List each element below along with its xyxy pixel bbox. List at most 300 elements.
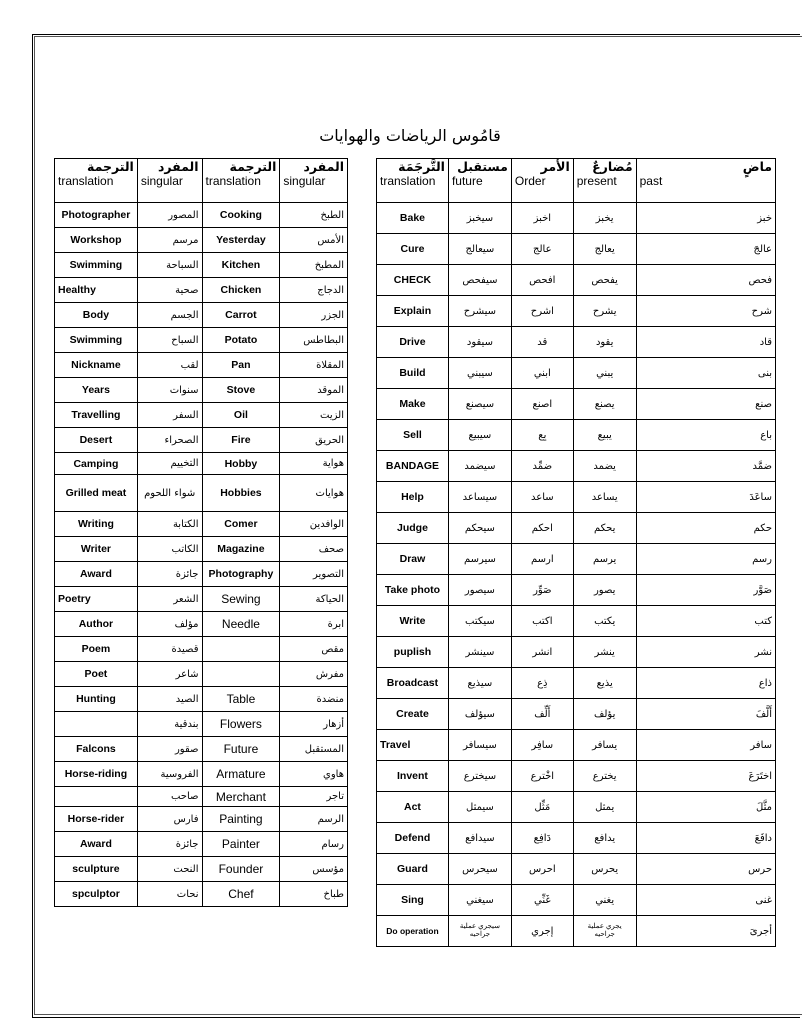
arabic-cell: يؤلف: [573, 699, 636, 730]
table-row: [55, 787, 348, 807]
english-cell: Sewing: [202, 587, 280, 612]
header-english: translation: [205, 174, 261, 188]
header-cell: [636, 159, 775, 203]
table-row: [377, 451, 776, 482]
table-row: [55, 328, 348, 353]
header-arabic: ماضٍ: [742, 159, 772, 174]
english-cell: Build: [377, 358, 449, 389]
arabic-cell: هاوي: [280, 762, 348, 787]
table-row: [377, 234, 776, 265]
table-row: [55, 737, 348, 762]
arabic-cell: يمثل: [573, 792, 636, 823]
english-cell: Armature: [202, 762, 280, 787]
arabic-cell: سيعالج: [448, 234, 511, 265]
arabic-cell: عالجَ: [636, 234, 775, 265]
table-row: [55, 303, 348, 328]
arabic-cell: صقور: [137, 737, 202, 762]
english-cell: Carrot: [202, 303, 280, 328]
arabic-cell: ساعد: [511, 482, 573, 513]
arabic-cell: سيغني: [448, 885, 511, 916]
arabic-cell: صنع: [636, 389, 775, 420]
arabic-cell: يحكم: [573, 513, 636, 544]
arabic-cell: مَثِّل: [511, 792, 573, 823]
table-row: [55, 403, 348, 428]
arabic-cell: سافِر: [511, 730, 573, 761]
arabic-cell: جائزة: [137, 832, 202, 857]
header-english: translation: [58, 174, 114, 188]
header-arabic: الترجمة: [229, 159, 277, 174]
header-english: present: [576, 174, 617, 188]
english-cell: Comer: [202, 512, 280, 537]
english-cell: Broadcast: [377, 668, 449, 699]
arabic-cell: سيخبز: [448, 203, 511, 234]
english-cell: Take photo: [377, 575, 449, 606]
table-row: [55, 475, 348, 512]
arabic-cell: سيصنع: [448, 389, 511, 420]
english-cell: Write: [377, 606, 449, 637]
header-arabic: الترجمة: [87, 159, 134, 174]
english-cell: Oil: [202, 403, 280, 428]
table-row: [377, 544, 776, 575]
header-english: singular: [283, 174, 326, 188]
english-cell: Painting: [202, 807, 280, 832]
arabic-cell: يعالج: [573, 234, 636, 265]
arabic-cell: اشرح: [511, 296, 573, 327]
english-cell: Hobby: [202, 453, 280, 475]
arabic-cell: أزهار: [280, 712, 348, 737]
header-cell: [280, 159, 348, 203]
english-cell: Years: [55, 378, 138, 403]
english-cell: Author: [55, 612, 138, 637]
arabic-cell: سيذيع: [448, 668, 511, 699]
arabic-cell: رسم: [636, 544, 775, 575]
table-row: [377, 358, 776, 389]
english-cell: Nickname: [55, 353, 138, 378]
arabic-cell: يقود: [573, 327, 636, 358]
arabic-cell: أَلَّفَ: [636, 699, 775, 730]
english-cell: CHECK: [377, 265, 449, 296]
english-cell: Bake: [377, 203, 449, 234]
english-cell: Defend: [377, 823, 449, 854]
english-cell: Cooking: [202, 203, 280, 228]
arabic-cell: شواء اللحوم: [137, 475, 202, 512]
arabic-cell: منضدة: [280, 687, 348, 712]
arabic-cell: نحات: [137, 882, 202, 907]
arabic-cell: ارسم: [511, 544, 573, 575]
arabic-cell: الشعر: [137, 587, 202, 612]
arabic-cell: نشر: [636, 637, 775, 668]
header-arabic: مُضارعٌ: [592, 159, 633, 174]
table-row: [377, 389, 776, 420]
header-arabic: التَّرجَمَة: [398, 159, 445, 174]
arabic-cell: السباحة: [137, 253, 202, 278]
arabic-cell: يحرس: [573, 854, 636, 885]
english-cell: spculptor: [55, 882, 138, 907]
table-row: [55, 637, 348, 662]
english-cell: Travel: [377, 730, 449, 761]
english-cell: [202, 662, 280, 687]
english-cell: [202, 637, 280, 662]
arabic-cell: سيمثل: [448, 792, 511, 823]
arabic-cell: مؤسس: [280, 857, 348, 882]
table-row: [377, 420, 776, 451]
english-cell: Act: [377, 792, 449, 823]
english-cell: Workshop: [55, 228, 138, 253]
arabic-cell: سيبيع: [448, 420, 511, 451]
arabic-cell: سيضمد: [448, 451, 511, 482]
english-cell: Explain: [377, 296, 449, 327]
arabic-cell: يسافر: [573, 730, 636, 761]
arabic-cell: دَافِع: [511, 823, 573, 854]
arabic-cell: سيؤلف: [448, 699, 511, 730]
arabic-cell: اختَرَعَ: [636, 761, 775, 792]
english-cell: Photography: [202, 562, 280, 587]
table-row: [55, 203, 348, 228]
arabic-cell: ذِع: [511, 668, 573, 699]
table-row: [377, 575, 776, 606]
table-row: [55, 353, 348, 378]
table-row: [377, 854, 776, 885]
arabic-cell: يجري عملية جراحيه: [573, 916, 636, 947]
arabic-cell: حكم: [636, 513, 775, 544]
english-cell: Table: [202, 687, 280, 712]
arabic-cell: الحريق: [280, 428, 348, 453]
table-row: [55, 807, 348, 832]
arabic-cell: الزيت: [280, 403, 348, 428]
header-arabic: مستقبل: [457, 159, 508, 174]
english-cell: Flowers: [202, 712, 280, 737]
table-row: [55, 253, 348, 278]
arabic-cell: جائزة: [137, 562, 202, 587]
table-row: [377, 792, 776, 823]
arabic-cell: هواية: [280, 453, 348, 475]
arabic-cell: عالج: [511, 234, 573, 265]
table-row: [55, 662, 348, 687]
arabic-cell: يرسم: [573, 544, 636, 575]
table-row: [55, 562, 348, 587]
arabic-cell: المستقبل: [280, 737, 348, 762]
arabic-cell: شرح: [636, 296, 775, 327]
arabic-cell: مفرش: [280, 662, 348, 687]
arabic-cell: رسام: [280, 832, 348, 857]
header-arabic: المفرد: [157, 159, 199, 174]
arabic-cell: فحص: [636, 265, 775, 296]
arabic-cell: بندقية: [137, 712, 202, 737]
english-cell: Merchant: [202, 787, 280, 807]
english-cell: Writer: [55, 537, 138, 562]
header-cell: [137, 159, 202, 203]
arabic-cell: السباح: [137, 328, 202, 353]
table-row: [377, 730, 776, 761]
header-row: [55, 159, 348, 203]
english-cell: Desert: [55, 428, 138, 453]
arabic-cell: حرس: [636, 854, 775, 885]
english-cell: Grilled meat: [55, 475, 138, 512]
arabic-cell: الدجاج: [280, 278, 348, 303]
english-cell: Hunting: [55, 687, 138, 712]
arabic-cell: سافر: [636, 730, 775, 761]
arabic-cell: مثَّلَ: [636, 792, 775, 823]
arabic-cell: سيقود: [448, 327, 511, 358]
english-cell: Kitchen: [202, 253, 280, 278]
english-cell: Writing: [55, 512, 138, 537]
english-cell: Judge: [377, 513, 449, 544]
arabic-cell: الجزر: [280, 303, 348, 328]
arabic-cell: صحف: [280, 537, 348, 562]
arabic-cell: ساعَدَ: [636, 482, 775, 513]
table-row: [377, 203, 776, 234]
header-arabic: الأمر: [540, 159, 570, 174]
arabic-cell: الكاتب: [137, 537, 202, 562]
english-cell: Poetry: [55, 587, 138, 612]
table-row: [55, 512, 348, 537]
english-cell: Horse-riding: [55, 762, 138, 787]
english-cell: Painter: [202, 832, 280, 857]
english-cell: Drive: [377, 327, 449, 358]
arabic-cell: مرسم: [137, 228, 202, 253]
english-cell: Fire: [202, 428, 280, 453]
arabic-cell: اكتب: [511, 606, 573, 637]
arabic-cell: قصيدة: [137, 637, 202, 662]
arabic-cell: فارس: [137, 807, 202, 832]
table-row: [55, 882, 348, 907]
english-cell: sculpture: [55, 857, 138, 882]
arabic-cell: سيدافع: [448, 823, 511, 854]
arabic-cell: الجسم: [137, 303, 202, 328]
table-row: [55, 453, 348, 475]
table-row: [377, 637, 776, 668]
table-row: [377, 668, 776, 699]
arabic-cell: النحت: [137, 857, 202, 882]
english-cell: Healthy: [55, 278, 138, 303]
english-cell: Cure: [377, 234, 449, 265]
arabic-cell: سيحرس: [448, 854, 511, 885]
english-cell: BANDAGE: [377, 451, 449, 482]
table-row: [55, 832, 348, 857]
arabic-cell: التخييم: [137, 453, 202, 475]
arabic-cell: تاجر: [280, 787, 348, 807]
header-cell: [377, 159, 449, 203]
table-row: [377, 513, 776, 544]
table-row: [55, 857, 348, 882]
arabic-cell: يفحص: [573, 265, 636, 296]
arabic-cell: ضمَّد: [636, 451, 775, 482]
english-cell: puplish: [377, 637, 449, 668]
table-row: [55, 278, 348, 303]
header-cell: [202, 159, 280, 203]
table-row: [377, 265, 776, 296]
english-cell: Travelling: [55, 403, 138, 428]
arabic-cell: المطبخ: [280, 253, 348, 278]
arabic-cell: الحياكة: [280, 587, 348, 612]
header-cell: [55, 159, 138, 203]
arabic-cell: افحص: [511, 265, 573, 296]
arabic-cell: يبني: [573, 358, 636, 389]
table-row: [55, 428, 348, 453]
english-cell: Draw: [377, 544, 449, 575]
english-cell: Future: [202, 737, 280, 762]
header-cell: [511, 159, 573, 203]
arabic-cell: قد: [511, 327, 573, 358]
english-cell: Sing: [377, 885, 449, 916]
arabic-cell: سيحكم: [448, 513, 511, 544]
arabic-cell: المقلاة: [280, 353, 348, 378]
english-cell: Help: [377, 482, 449, 513]
table-row: [55, 612, 348, 637]
table-row: [377, 482, 776, 513]
arabic-cell: التصوير: [280, 562, 348, 587]
arabic-cell: يصور: [573, 575, 636, 606]
arabic-cell: كتب: [636, 606, 775, 637]
arabic-cell: يخترع: [573, 761, 636, 792]
arabic-cell: خبز: [636, 203, 775, 234]
english-cell: Camping: [55, 453, 138, 475]
table-row: [55, 587, 348, 612]
arabic-cell: يضمد: [573, 451, 636, 482]
arabic-cell: دافَعَ: [636, 823, 775, 854]
arabic-cell: يشرح: [573, 296, 636, 327]
arabic-cell: البطاطس: [280, 328, 348, 353]
english-cell: Hobbies: [202, 475, 280, 512]
arabic-cell: صَوَّر: [636, 575, 775, 606]
arabic-cell: يغني: [573, 885, 636, 916]
arabic-cell: بِع: [511, 420, 573, 451]
header-english: Order: [514, 174, 546, 188]
arabic-cell: قاد: [636, 327, 775, 358]
table-row: [55, 537, 348, 562]
arabic-cell: يساعد: [573, 482, 636, 513]
english-cell: Swimming: [55, 328, 138, 353]
arabic-cell: شاعر: [137, 662, 202, 687]
verbs-table: [376, 158, 776, 947]
arabic-cell: صَوِّر: [511, 575, 573, 606]
english-cell: Sell: [377, 420, 449, 451]
english-cell: Poet: [55, 662, 138, 687]
page-title: قامُوس الرياضات والهوايات: [319, 126, 501, 145]
english-cell: Guard: [377, 854, 449, 885]
arabic-cell: سيرسم: [448, 544, 511, 575]
english-cell: Potato: [202, 328, 280, 353]
english-cell: Do operation: [377, 916, 449, 947]
english-cell: Poem: [55, 637, 138, 662]
table-row: [377, 296, 776, 327]
arabic-cell: يخبز: [573, 203, 636, 234]
arabic-cell: صاحب: [137, 787, 202, 807]
header-english: translation: [380, 174, 436, 188]
arabic-cell: سيكتب: [448, 606, 511, 637]
header-cell: [573, 159, 636, 203]
arabic-cell: ابرة: [280, 612, 348, 637]
english-cell: Photographer: [55, 203, 138, 228]
arabic-cell: سينشر: [448, 637, 511, 668]
header-cell: [448, 159, 511, 203]
english-cell: Award: [55, 832, 138, 857]
table-row: [377, 916, 776, 947]
arabic-cell: انشر: [511, 637, 573, 668]
arabic-cell: أَلِّف: [511, 699, 573, 730]
english-cell: Invent: [377, 761, 449, 792]
arabic-cell: اخبز: [511, 203, 573, 234]
arabic-cell: الفروسية: [137, 762, 202, 787]
arabic-cell: الصحراء: [137, 428, 202, 453]
english-cell: Falcons: [55, 737, 138, 762]
english-cell: Award: [55, 562, 138, 587]
english-cell: Body: [55, 303, 138, 328]
table-row: [55, 228, 348, 253]
arabic-cell: سيجري عملية جراحيه: [448, 916, 511, 947]
arabic-cell: الموقد: [280, 378, 348, 403]
header-arabic: المفرد: [303, 159, 344, 174]
english-cell: Pan: [202, 353, 280, 378]
english-cell: Create: [377, 699, 449, 730]
arabic-cell: يذيع: [573, 668, 636, 699]
english-cell: [55, 787, 138, 807]
table-row: [377, 823, 776, 854]
arabic-cell: يكتب: [573, 606, 636, 637]
arabic-cell: سنوات: [137, 378, 202, 403]
arabic-cell: الصيد: [137, 687, 202, 712]
arabic-cell: يدافع: [573, 823, 636, 854]
arabic-cell: سيخترع: [448, 761, 511, 792]
english-cell: Make: [377, 389, 449, 420]
arabic-cell: غنى: [636, 885, 775, 916]
arabic-cell: الرسم: [280, 807, 348, 832]
english-cell: [55, 712, 138, 737]
arabic-cell: طباخ: [280, 882, 348, 907]
arabic-cell: بنى: [636, 358, 775, 389]
english-cell: Chicken: [202, 278, 280, 303]
arabic-cell: مؤلف: [137, 612, 202, 637]
english-cell: Magazine: [202, 537, 280, 562]
arabic-cell: اصنع: [511, 389, 573, 420]
header-row: [377, 159, 776, 203]
arabic-cell: أجرىَ: [636, 916, 775, 947]
arabic-cell: الوافدين: [280, 512, 348, 537]
arabic-cell: اخْترع: [511, 761, 573, 792]
arabic-cell: المصور: [137, 203, 202, 228]
table-row: [377, 606, 776, 637]
arabic-cell: ذاع: [636, 668, 775, 699]
arabic-cell: ينشر: [573, 637, 636, 668]
arabic-cell: هوايات: [280, 475, 348, 512]
english-cell: Chef: [202, 882, 280, 907]
english-cell: Yesterday: [202, 228, 280, 253]
arabic-cell: الأمس: [280, 228, 348, 253]
header-english: future: [451, 174, 483, 188]
arabic-cell: سيفحص: [448, 265, 511, 296]
table-row: [55, 687, 348, 712]
arabic-cell: يصنع: [573, 389, 636, 420]
arabic-cell: سيسافر: [448, 730, 511, 761]
english-cell: Stove: [202, 378, 280, 403]
table-row: [377, 699, 776, 730]
arabic-cell: باع: [636, 420, 775, 451]
arabic-cell: سيشرح: [448, 296, 511, 327]
arabic-cell: سيبني: [448, 358, 511, 389]
arabic-cell: ضمِّد: [511, 451, 573, 482]
arabic-cell: مقص: [280, 637, 348, 662]
english-cell: Needle: [202, 612, 280, 637]
arabic-cell: ابني: [511, 358, 573, 389]
arabic-cell: سيساعد: [448, 482, 511, 513]
nouns-table: [54, 158, 348, 907]
arabic-cell: الكتابة: [137, 512, 202, 537]
english-cell: Founder: [202, 857, 280, 882]
header-english: singular: [140, 174, 183, 188]
english-cell: Swimming: [55, 253, 138, 278]
table-row: [377, 885, 776, 916]
english-cell: Horse-rider: [55, 807, 138, 832]
